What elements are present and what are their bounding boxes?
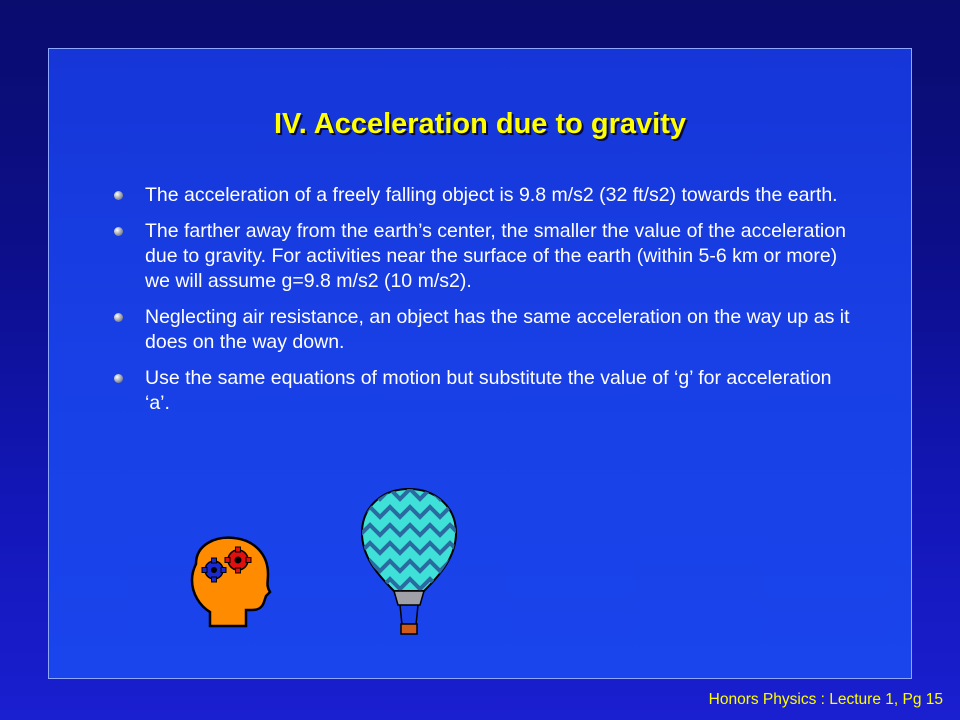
bullet-dot-icon <box>114 374 123 383</box>
bullet-text: Neglecting air resistance, an object has the same acceleration on the way up as it does on the way down. <box>145 306 850 353</box>
bullet-list <box>112 183 852 427</box>
bullet-item <box>112 183 852 208</box>
hot-air-balloon-icon <box>360 487 458 637</box>
bullet-text: The farther away from the earth’s center, the smaller the value of the acceleration due to gravity. For activities near the surface of the earth (within 5-6 km or more) we will assume g=9.8 m/s2 (10 m/s2). <box>145 220 846 292</box>
slide-title: IV. Acceleration due to gravity <box>273 108 687 140</box>
thinking-head-with-gears-icon <box>186 534 272 629</box>
slide-footer: Honors Physics : Lecture 1, Pg 15 <box>708 691 943 708</box>
bullet-item <box>112 305 852 355</box>
bullet-dot-icon <box>114 191 123 200</box>
bullet-dot-icon <box>114 313 123 322</box>
bullet-text: Use the same equations of motion but substitute the value of ‘g’ for acceleration ‘a’. <box>145 367 832 414</box>
bullet-item <box>112 366 852 416</box>
bullet-dot-icon <box>114 227 123 236</box>
bullet-item <box>112 219 852 294</box>
bullet-text: The acceleration of a freely falling object is 9.8 m/s2 (32 ft/s2) towards the earth. <box>145 184 838 206</box>
